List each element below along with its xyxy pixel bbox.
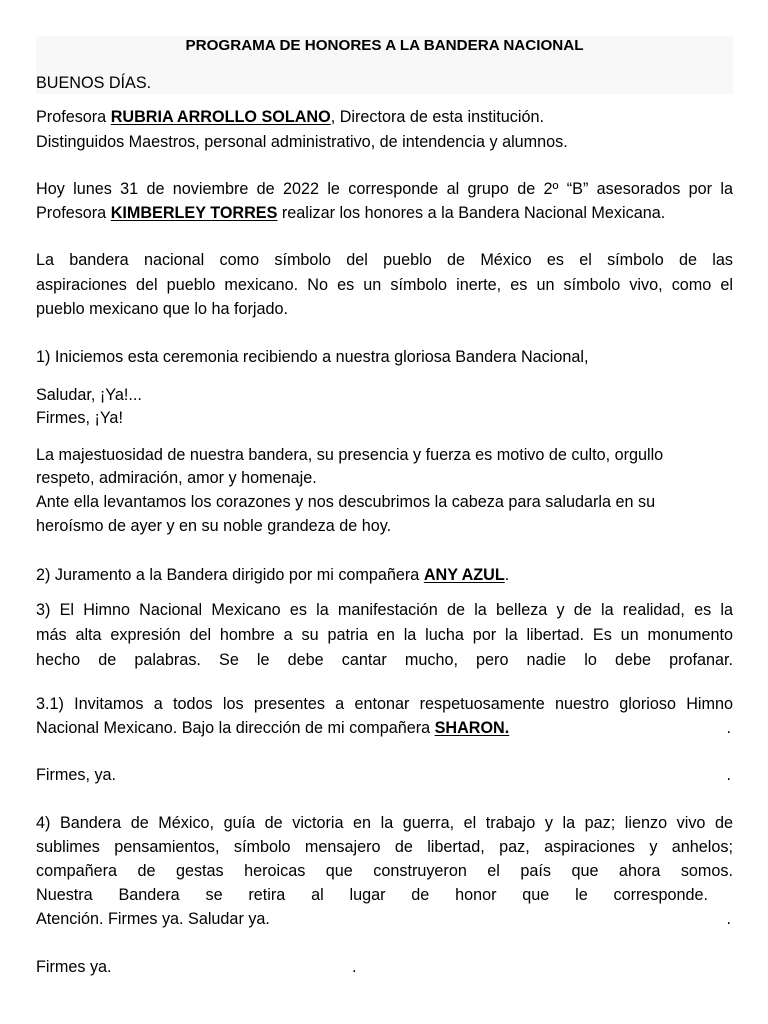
document-title: PROGRAMA DE HONORES A LA BANDERA NACIONAL <box>185 37 584 54</box>
symbol-line-1: La bandera nacional como símbolo del pueblo de México es el símbolo de las <box>36 251 733 269</box>
symbol-line-3: pueblo mexicano que lo ha forjado. <box>36 300 288 318</box>
trailing-dot: . <box>726 766 731 784</box>
attention-command-3 <box>36 955 733 979</box>
step-2 <box>36 563 733 587</box>
director-name: RUBRIA ARROLLO SOLANO <box>110 108 331 126</box>
step-3-line-2: más alta expresión del hombre a su patria en la lucha por la libertad. Es un monumento <box>36 626 733 644</box>
step-4-line-5 <box>36 907 733 931</box>
attention-command-1: Firmes, ¡Ya! <box>36 409 123 427</box>
step-4-line-5-text: Atención. Firmes ya. Saludar ya. <box>36 910 270 928</box>
trailing-dot: . <box>726 910 731 928</box>
attention-command-3-text: Firmes ya. <box>36 958 112 976</box>
oath-leader-name: ANY AZUL <box>423 566 505 584</box>
document-page <box>36 0 733 1024</box>
step-4-line-2: sublimes pensamientos, símbolo mensajero de libertad, paz, aspiraciones y anhelos; <box>36 838 733 856</box>
salute-command-1: Saludar, ¡Ya!... <box>36 386 142 404</box>
step-1: 1) Iniciemos esta ceremonia recibiendo a nuestra gloriosa Bandera Nacional, <box>36 348 589 366</box>
intro-prefix: Profesora <box>36 108 111 126</box>
step-4-line-1: 4) Bandera de México, guía de victoria en la guerra, el trabajo y la paz; lienzo vivo de <box>36 814 733 832</box>
step-3-line-3: hecho de palabras. Se le debe cantar mucho, pero nadie lo debe profanar. <box>36 651 733 669</box>
step-3-1-line-2 <box>36 716 733 740</box>
teacher-name: KIMBERLEY TORRES <box>110 204 278 222</box>
attention-command-2 <box>36 763 733 787</box>
majesty-line-4: heroísmo de ayer y en su noble grandeza de hoy. <box>36 517 392 535</box>
majesty-line-2: respeto, admiración, amor y homenaje. <box>36 469 317 487</box>
step-2-suffix: . <box>504 566 510 584</box>
step-4-line-4: Nuestra Bandera se retira al lugar de honor que le corresponde. <box>36 886 708 904</box>
step-3-line-1: 3) El Himno Nacional Mexicano es la manifestación de la belleza y de la realidad, es la <box>36 601 733 619</box>
trailing-dot: . <box>726 719 731 737</box>
symbol-line-2: aspiraciones del pueblo mexicano. No es un símbolo inerte, es un símbolo vivo, como el <box>36 276 733 294</box>
step-4-line-3: compañera de gestas heroicas que construyeron el país que ahora somos. <box>36 862 733 880</box>
today-line-1: Hoy lunes 31 de noviembre de 2022 le corresponde al grupo de 2º “B” asesorados por la <box>36 180 733 198</box>
today-prefix: Profesora <box>36 204 111 222</box>
intro-line-2: Distinguidos Maestros, personal administrativo, de intendencia y alumnos. <box>36 133 568 151</box>
intro-suffix: , Directora de esta institución. <box>330 108 544 126</box>
today-line-2 <box>36 201 733 225</box>
step-3-1-line-1: 3.1) Invitamos a todos los presentes a entonar respetuosamente nuestro glorioso Himno <box>36 695 733 713</box>
step-3-1-prefix: Nacional Mexicano. Bajo la dirección de mi compañera <box>36 719 435 737</box>
majesty-line-3: Ante ella levantamos los corazones y nos descubrimos la cabeza para saludarla en su <box>36 493 656 511</box>
intro-line-1 <box>36 105 733 129</box>
greeting: BUENOS DÍAS. <box>36 74 152 92</box>
anthem-leader-name: SHARON. <box>434 719 510 737</box>
attention-command-2-text: Firmes, ya. <box>36 766 117 784</box>
majesty-line-1: La majestuosidad de nuestra bandera, su presencia y fuerza es motivo de culto, orgullo <box>36 446 664 464</box>
today-suffix: realizar los honores a la Bandera Nacional Mexicana. <box>277 204 666 222</box>
trailing-dot: . <box>352 958 357 976</box>
step-2-prefix: 2) Juramento a la Bandera dirigido por mi compañera <box>36 566 424 584</box>
